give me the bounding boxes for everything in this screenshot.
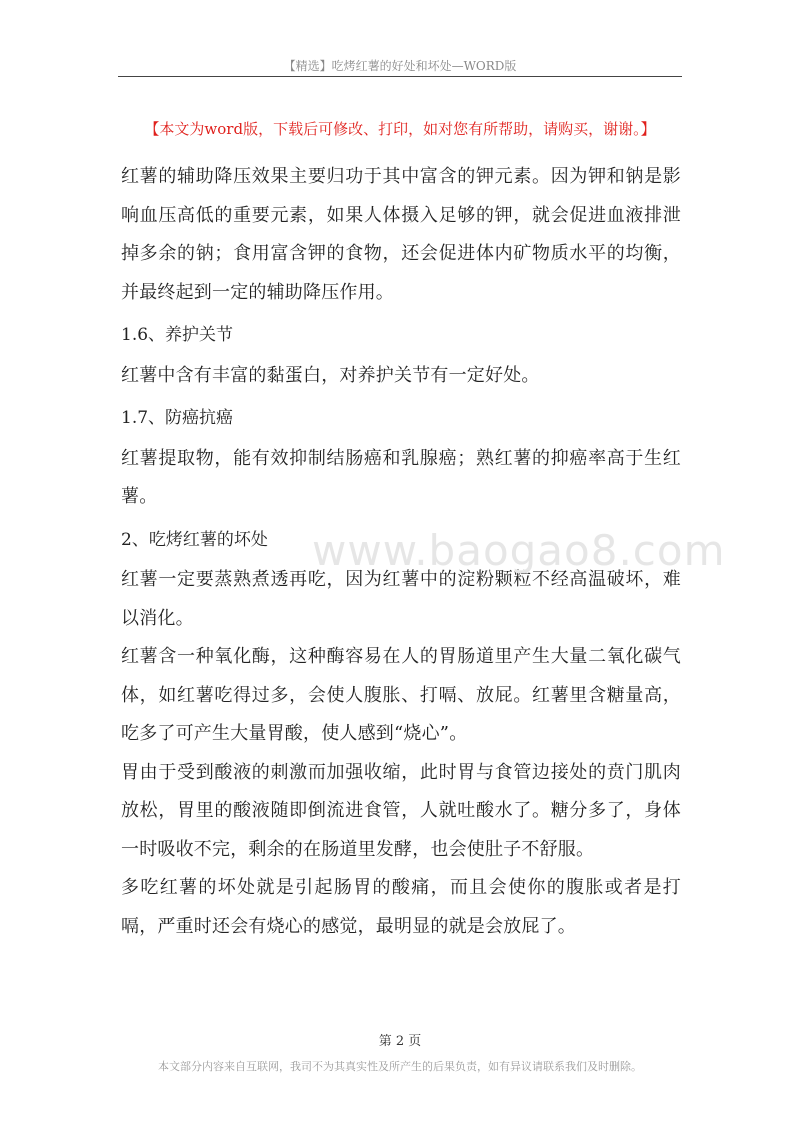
paragraph-anticancer: 红薯提取物，能有效抑制结肠癌和乳腺癌；熟红薯的抑癌率高于生红薯。 [121,447,681,507]
download-notice: 【本文为word版，下载后可修改、打印，如对您有所帮助，请购买，谢谢。】 [144,120,656,138]
paragraph-oxidase: 红薯含一种氧化酶，这种酶容易在人的胃肠道里产生大量二氧化碳气体，如红薯吃得过多，会使人腹胀、打嗝、放屁。红薯里含糖量高，吃多了可产生大量胃酸，使人感到“烧心”。 [121,646,681,744]
section-heading-joints: 1.6、养护关节 [121,325,234,345]
site-watermark: www.baogao8.com [312,526,726,575]
document-body [121,158,681,946]
paragraph-blood-pressure: 红薯的辅助降压效果主要归功于其中富含的钾元素。因为钾和钠是影响血压高低的重要元素，如果人体摄入足够的钾，就会促进血液排泄掉多余的钠；食用富含钾的食物，还会促进体内矿物质水平的均衡，并最终起到一定的辅助降压作用。 [121,166,681,303]
paragraph-stomach-acid: 胃由于受到酸液的刺激而加强收缩，此时胃与食管边接处的贲门肌肉放松，胃里的酸液随即倒流进食管，人就吐酸水了。糖分多了，身体一时吸收不完，剩余的在肠道里发酵，也会使肚子不舒服。 [121,761,681,860]
section-heading-anticancer: 1.7、防癌抗癌 [121,408,234,428]
paragraph-joints: 红薯中含有丰富的黏蛋白，对养护关节有一定好处。 [121,364,540,386]
section-heading-disadvantages: 2、吃烤红薯的坏处 [121,529,268,550]
paragraph-cook-thoroughly: 红薯一定要蒸熟煮透再吃，因为红薯中的淀粉颗粒不经高温破坏，难以消化。 [121,569,681,629]
page-number: 第 2 页 [378,1034,422,1049]
page-header-title: 【精选】吃烤红薯的好处和坏处—WORD版 [283,59,517,73]
footer-disclaimer: 本文部分内容来自互联网，我司不为其真实性及所产生的后果负责，如有异议请联系我们及时删除。 [158,1060,642,1073]
header-divider [118,76,682,77]
paragraph-summary: 多吃红薯的坏处就是引起肠胃的酸痛，而且会使你的腹胀或者是打嗝，严重时还会有烧心的感觉，最明显的就是会放屁了。 [121,877,681,937]
